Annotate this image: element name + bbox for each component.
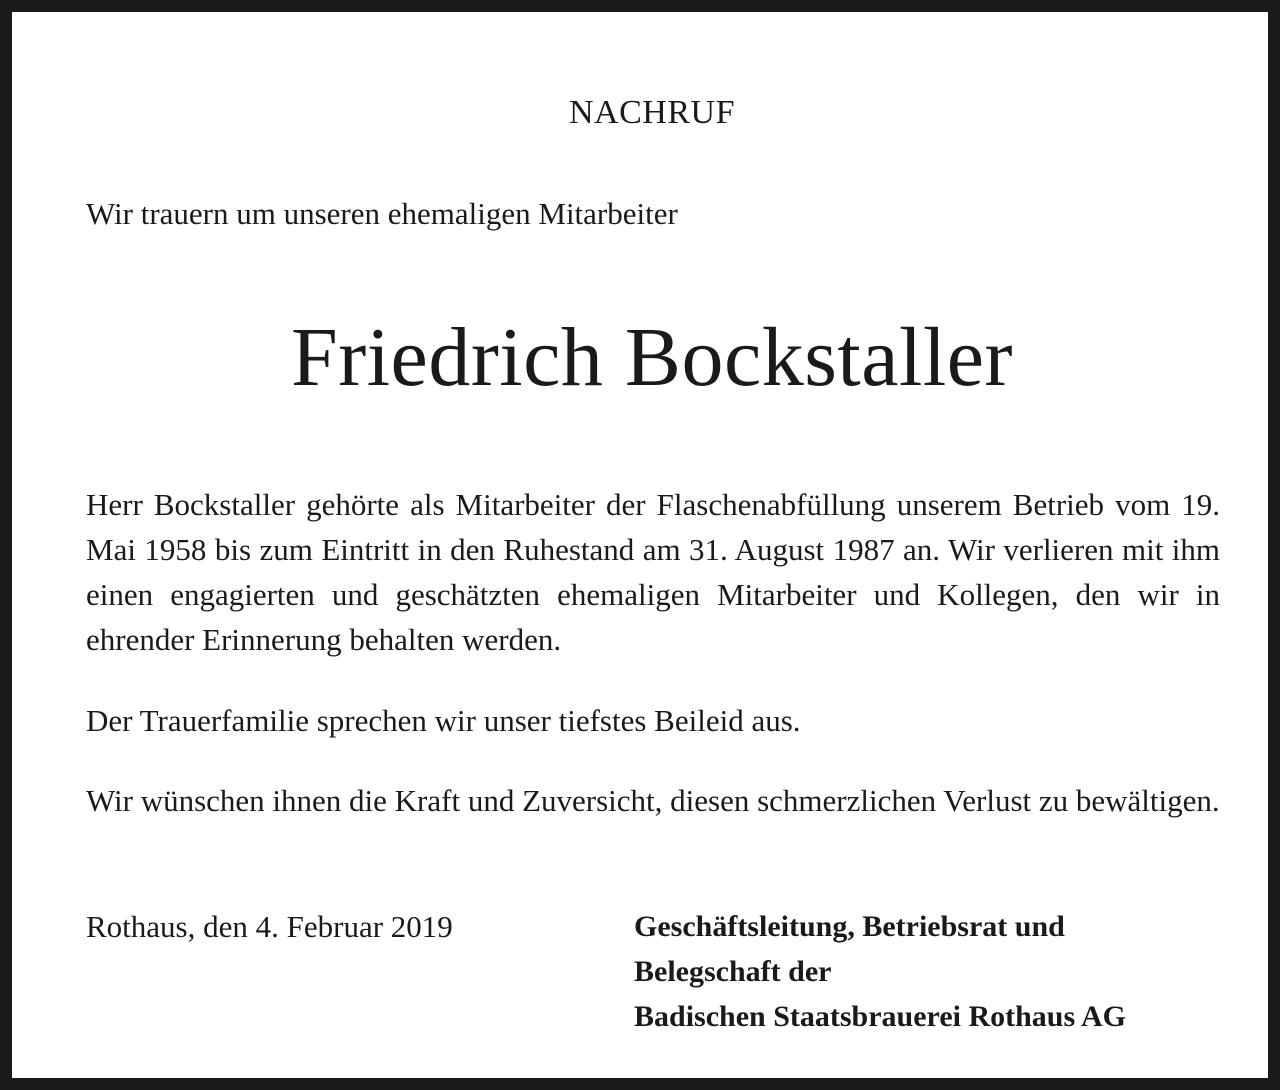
biography-paragraph: Herr Bockstaller gehörte als Mitarbeiter der Flaschenabfüllung unserem Betrieb vom 19. Mai 1958 bis zum Eintritt in den Ruhestand am 31. August 1987 an. Wir verlieren mit ihm einen engagierten und geschätzten ehemaligen Mitarbeiter und Kollegen, den wir in ehrender Erinnerung behalten werden. <box>86 487 1220 657</box>
signature-line-2: Belegschaft der <box>634 955 832 988</box>
wishes-paragraph: Wir wünschen ihnen die Kraft und Zuversicht, diesen schmerzlichen Verlust zu bewältigen. <box>86 783 1220 818</box>
deceased-name: Friedrich Bockstaller <box>291 311 1013 404</box>
intro-text: Wir trauern um unseren ehemaligen Mitarbeiter <box>86 196 678 231</box>
signature-block <box>634 904 1126 1039</box>
signature-line-3: Badischen Staatsbrauerei Rothaus AG <box>634 1000 1127 1033</box>
place-and-date: Rothaus, den 4. Februar 2019 <box>86 909 453 944</box>
notice-heading: NACHRUF <box>569 94 735 131</box>
signature-line-1: Geschäftsleitung, Betriebsrat und <box>634 910 1065 943</box>
condolence-paragraph: Der Trauerfamilie sprechen wir unser tiefstes Beileid aus. <box>86 703 801 738</box>
